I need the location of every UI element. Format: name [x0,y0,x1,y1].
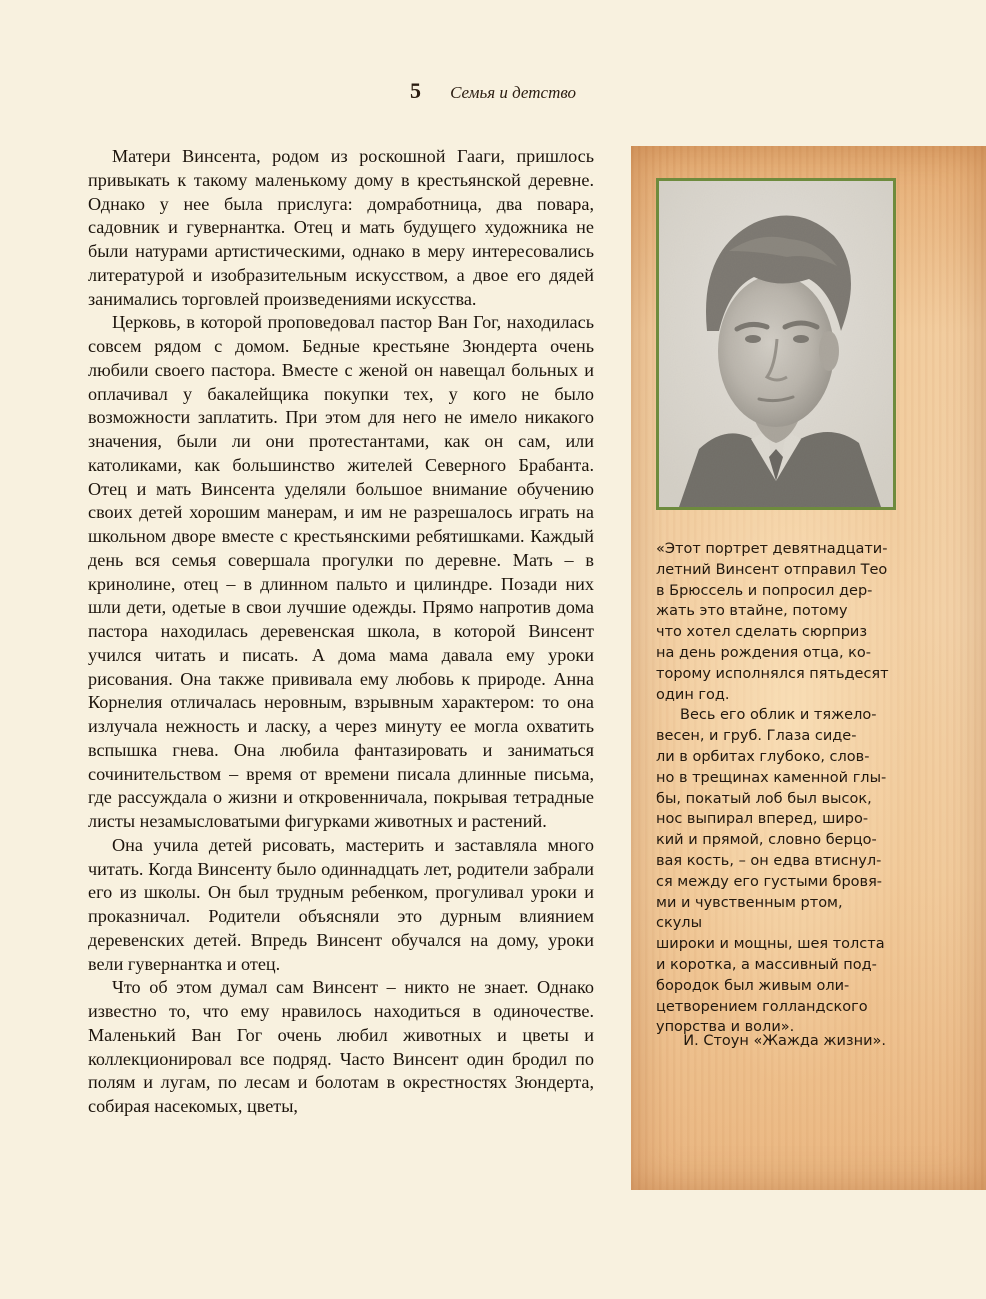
caption-line: на день рождения отца, ко- [656,644,872,661]
caption-line: кий и прямой, словно берцо- [656,832,877,849]
caption-line: ми и чувственным ртом, скулы [656,894,843,932]
caption-line: ли в орбитах глубоко, слов- [656,748,870,765]
caption-line: бы, покатый лоб был высок, [656,790,872,807]
caption-line: жать это втайне, потому [656,603,848,620]
paragraph: Что об этом думал сам Винсент – никто не знает. Однако известно то, что ему нравилось находиться в одиночестве. Маленький Ван Гог очень любил животных и цветы и коллекционировал все подряд. Часто Винсент один бродил по полям и лугам, по лесам и болотам в окрестностях Зюндерта, собирая насекомых, цветы, [88,977,594,1116]
caption-line: «Этот портрет девятнадцати- [656,541,888,557]
caption-line: один год. [656,686,730,703]
portrait-image [659,181,893,507]
quote-attribution: И. Стоун «Жажда жизни». [683,1033,886,1049]
caption-line: и коротка, а массивный под- [656,956,877,973]
running-title: Семья и детство [450,83,577,102]
paragraph: Церковь, в которой проповедовал пастор Ван Гог, находилась совсем рядом с домом. Бедные крестьяне Зюндерта очень любили своего пастора. Вместе с женой он навещал больных и оплачивал у бакалейщика покупки тех, у кого не было возможности заплатить. При этом для него не имело никакого значения, были ли они протестантами, как он сам, или католиками, как большинство жителей Северного Брабанта. Отец и мать Винсента уделяли большое внимание обучению своих детей хорошим манерам, и им не разрешалось играть на школьном дворе вместе с крестьянскими ребятишками. Каждый день вся семья совершала прогулки по деревне. Мать – в кринолине, отец – в длинном пальто и цилиндре. Позади них шли дети, одетые в свои лучшие одежды. Прямо напротив дома пастора находилась деревенская школа, в которой Винсент учился читать и писать. А дома мама давала ему уроки рисования. Она также прививала ему любовь к природе. Анна Корнелия отличалась неровным, взрывным характером: то она излучала нежность и ласку, а через минуту ее могла охватить вспышка гнева. Она любила фантазировать и заниматься сочинительством – время от времени писала длинные письма, где рассуждала о жизни и откровенничала, покрывая тетрадные листы незамысловатыми фигурками животных и растений. [88,312,594,831]
page-number: 5 [409,78,421,103]
caption-line: нос выпирал вперед, широ- [656,811,869,828]
caption-line: летний Винсент отправил Тео [656,561,888,578]
caption-line: что хотел сделать сюрприз [656,624,868,641]
caption-line: торому исполнялся пятьдесят [656,665,889,682]
paragraph: Матери Винсента, родом из роскошной Гааги, пришлось привыкать к такому маленькому дому в крестьянской деревне. Однако у нее была прислуга: домработница, два повара, садовник и гувернантка. Отец и мать будущего художника не были натурами артистическими, однако в меру интересовались литературой и изобразительным искусством, а двое его дядей занимались торговлей произведениями искусства. [88,146,594,309]
paragraph: Она учила детей рисовать, мастерить и заставляла много читать. Когда Винсенту было одиннадцать лет, родители забрали его из школы. Он был трудным ребенком, прогуливал уроки и проказничал. Родители объясняли это дурным влиянием деревенских детей. Впредь Винсент обучался на дому, уроки вели гувернантка и отец. [88,834,594,974]
page-header [0,78,986,104]
caption-line: цетворением голландского [656,998,868,1015]
caption-line: бородок был живым оли- [656,977,850,994]
caption-line: в Брюссель и попросил дер- [656,582,873,599]
main-text-column [88,145,594,1119]
caption-line: вая кость, – он едва втиснул- [656,852,882,869]
portrait-photo [656,178,896,510]
portrait-caption [656,539,892,1038]
caption-line: Весь его облик и тяжело- [680,707,877,724]
sidebar-panel [631,146,986,1190]
caption-line: весен, и груб. Глаза сиде- [656,728,857,745]
caption-line: ся между его густыми бровя- [656,873,883,890]
caption-line: но в трещинах каменной глы- [656,769,887,786]
caption-line: широки и мощны, шея толста [656,936,885,953]
caption-line: упорства и воли». [656,1019,795,1036]
